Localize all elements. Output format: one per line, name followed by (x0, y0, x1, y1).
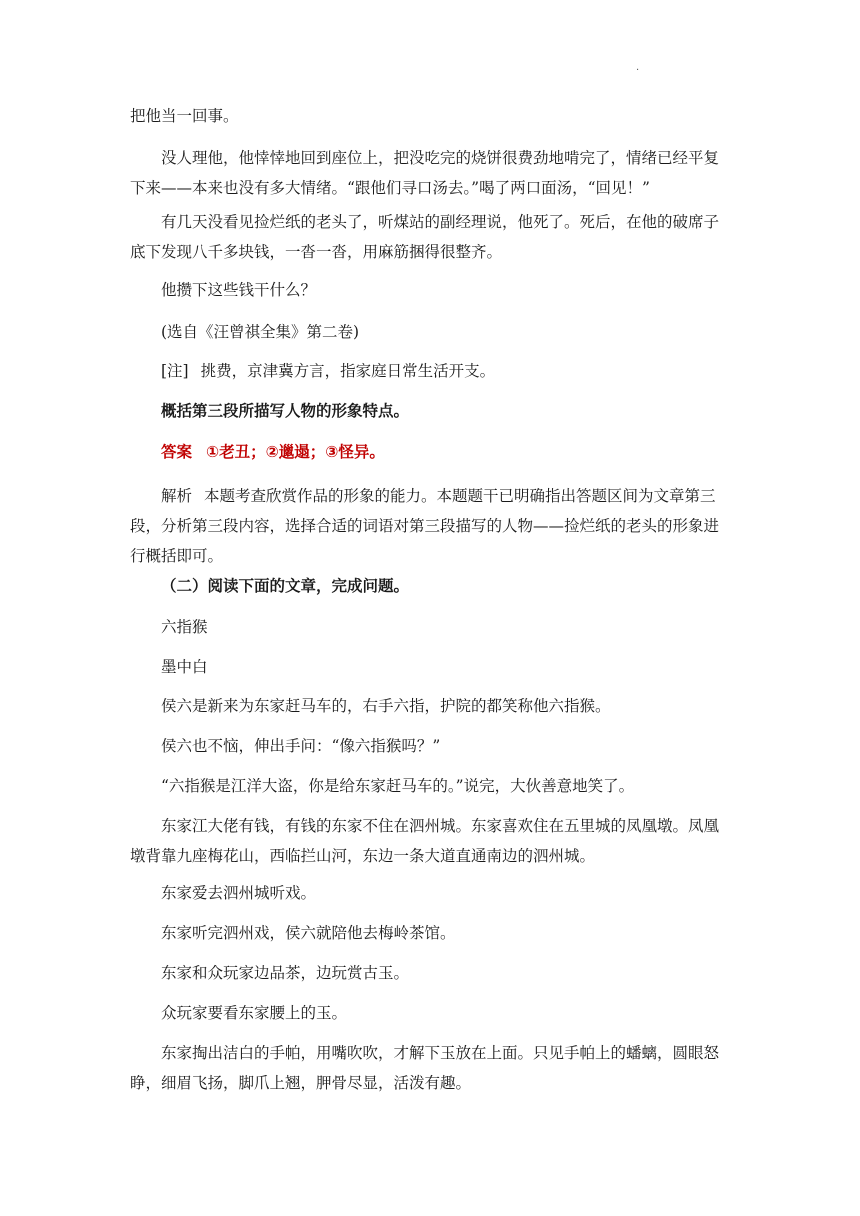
analysis-label: 解析 (161, 487, 193, 505)
story-title: 六指猴 (161, 618, 208, 636)
story-paragraph-7: 东家和众玩家边品茶，边玩赏古玉。 (161, 964, 410, 982)
story-paragraph-4: 东家江大佬有钱，有钱的东家不住在泗州城。东家喜欢住在五里城的凤凰墩。凤凰墩背靠九座梅花山，西临拦山河，东边一条大道直通南边的泗州城。 (130, 817, 720, 865)
note-text: 挑费，京津冀方言，指家庭日常生活开支。 (200, 362, 496, 380)
answer-line (130, 437, 730, 467)
story-paragraph-9: 东家掏出洁白的手帕，用嘴吹吹，才解下玉放在上面。只见手帕上的蟠螭，圆眼怒睁，细眉飞扬，脚爪上翘，胛骨尽显，活泼有趣。 (130, 1044, 720, 1092)
story-paragraph-3: “六指猴是江洋大盗，你是给东家赶马车的。”说完，大伙善意地笑了。 (161, 777, 635, 795)
question-text: 概括第三段所描写人物的形象特点。 (161, 402, 410, 420)
story-paragraph-2: 侯六也不恼，伸出手问：“像六指猴吗？” (161, 737, 441, 755)
story-paragraph-8: 众玩家要看东家腰上的玉。 (161, 1004, 348, 1022)
story-author: 墨中白 (161, 658, 208, 676)
note (130, 356, 730, 386)
paragraph-2: 没人理他，他悻悻地回到座位上，把没吃完的烧饼很费劲地啃完了，情绪已经平复下来——本来也没有多大情绪。“跟他们寻口汤去。”喝了两口面汤，“回见！” (130, 149, 720, 197)
story-paragraph-6: 东家听完泗州戏，侯六就陪他去梅岭茶馆。 (161, 924, 456, 942)
source-citation: (选自《汪曾祺全集》第二卷) (161, 323, 360, 341)
section-heading: （二）阅读下面的文章，完成问题。 (161, 577, 410, 595)
paragraph-4: 他攒下这些钱干什么？ (161, 281, 317, 299)
analysis-text: 本题考查欣赏作品的形象的能力。本题题干已明确指出答题区间为文章第三段，分析第三段内容，选择合适的词语对第三段描写的人物——捡烂纸的老头的形象进行概括即可。 (130, 487, 720, 565)
story-paragraph-1: 侯六是新来为东家赶马车的，右手六指，护院的都笑称他六指猴。 (161, 697, 611, 715)
analysis (130, 481, 730, 571)
story-paragraph-5: 东家爱去泗州城听戏。 (161, 884, 317, 902)
corner-mark: . (636, 62, 640, 73)
paragraph-3: 有几天没看见捡烂纸的老头了，听煤站的副经理说，他死了。死后，在他的破席子底下发现八千多块钱，一沓一沓，用麻筋捆得很整齐。 (130, 213, 720, 261)
note-label: [注] (161, 362, 189, 380)
answer-label: 答案 (161, 443, 193, 461)
answer-text: ①老丑；②邋遢；③怪异。 (206, 443, 385, 461)
paragraph-continuation: 把他当一回事。 (130, 107, 239, 125)
